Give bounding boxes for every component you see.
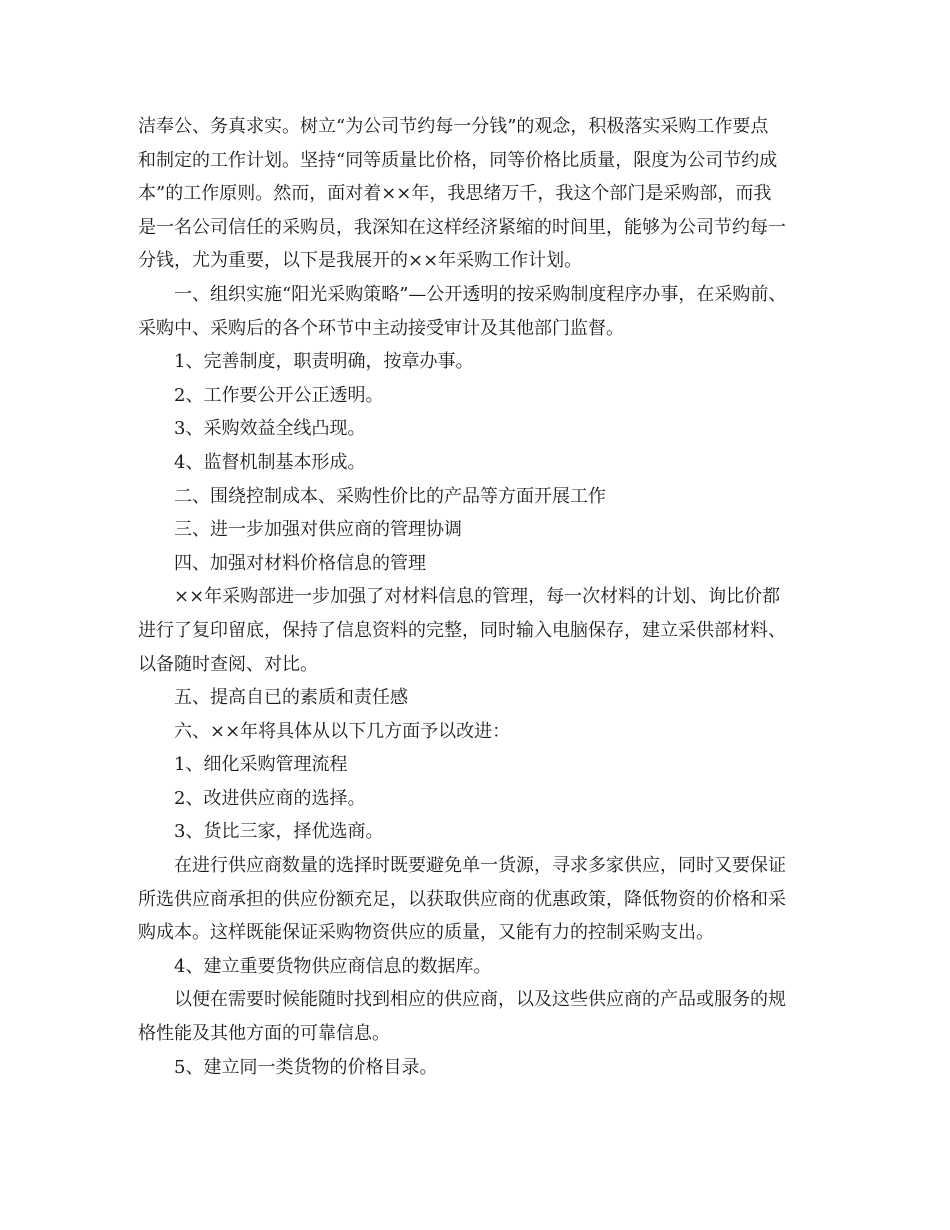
paragraph	[138, 681, 828, 715]
text-line: 本”的工作原则。然而，面对着××年，我思绪万千，我这个部门是采购部，而我	[138, 183, 772, 205]
text-line: 是一名公司信任的采购员，我深知在这样经济紧缩的时间里，能够为公司节约每一	[138, 216, 786, 238]
paragraph	[138, 345, 828, 379]
paragraph	[138, 513, 828, 547]
text-line: ××年采购部进一步加强了对材料信息的管理，每一次材料的计划、询比价都	[174, 586, 781, 608]
text-line: 所选供应商承担的供应份额充足，以获取供应商的优惠政策，降低物资的价格和采	[138, 888, 786, 910]
paragraph	[138, 715, 828, 749]
text-line: 六、××年将具体从以下几方面予以改进：	[174, 720, 511, 742]
text-line: 三、进一步加强对供应商的管理协调	[174, 519, 462, 541]
text-line: 采购中、采购后的各个环节中主动接受审计及其他部门监督。	[138, 317, 624, 339]
paragraph	[138, 748, 828, 782]
paragraph	[138, 412, 828, 446]
text-line: 以便在需要时候能随时找到相应的供应商，以及这些供应商的产品或服务的规	[174, 989, 786, 1011]
text-line: 1、完善制度，职责明确，按章办事。	[174, 351, 474, 373]
paragraph	[138, 950, 828, 984]
text-line: 3、采购效益全线凸现。	[174, 418, 366, 440]
paragraph	[138, 547, 828, 581]
paragraph	[138, 815, 828, 849]
document-body	[138, 110, 828, 1084]
paragraph	[138, 580, 828, 681]
text-line: 购成本。这样既能保证采购物资供应的质量，又能有力的控制采购支出。	[138, 922, 714, 944]
paragraph	[138, 278, 828, 345]
paragraph	[138, 983, 828, 1050]
paragraph	[138, 782, 828, 816]
text-line: 5、建立同一类货物的价格目录。	[174, 1056, 438, 1078]
text-line: 3、货比三家，择优选商。	[174, 821, 384, 843]
text-line: 在进行供应商数量的选择时既要避免单一货源，寻求多家供应，同时又要保证	[174, 855, 786, 877]
text-line: 四、加强对材料价格信息的管理	[174, 552, 426, 574]
text-line: 二、围绕控制成本、采购性价比的产品等方面开展工作	[174, 485, 606, 507]
text-line: 进行了复印留底，保持了信息资料的完整，同时输入电脑保存，建立采供部材料、	[138, 619, 786, 641]
paragraph	[138, 480, 828, 514]
text-line: 以备随时查阅、对比。	[138, 653, 318, 675]
text-line: 1、细化采购管理流程	[174, 754, 348, 776]
paragraph	[138, 110, 828, 278]
text-line: 格性能及其他方面的可靠信息。	[138, 1023, 390, 1045]
text-line: 4、建立重要货物供应商信息的数据库。	[174, 955, 492, 977]
paragraph	[138, 849, 828, 950]
text-line: 4、监督机制基本形成。	[174, 451, 366, 473]
text-line: 五、提高自已的素质和责任感	[174, 687, 408, 709]
text-line: 2、工作要公开公正透明。	[174, 384, 384, 406]
text-line: 一、组织实施“阳光采购策略”—公开透明的按采购制度程序办事，在采购前、	[174, 283, 787, 305]
paragraph	[138, 446, 828, 480]
text-line: 分钱，尤为重要，以下是我展开的××年采购工作计划。	[138, 250, 583, 272]
paragraph	[138, 1051, 828, 1085]
text-line: 和制定的工作计划。坚持“同等质量比价格，同等价格比质量，限度为公司节约成	[138, 149, 778, 171]
paragraph	[138, 379, 828, 413]
text-line: 2、改进供应商的选择。	[174, 787, 366, 809]
text-line: 洁奉公、务真求实。树立“为公司节约每一分钱”的观念，积极落实采购工作要点	[138, 116, 769, 137]
